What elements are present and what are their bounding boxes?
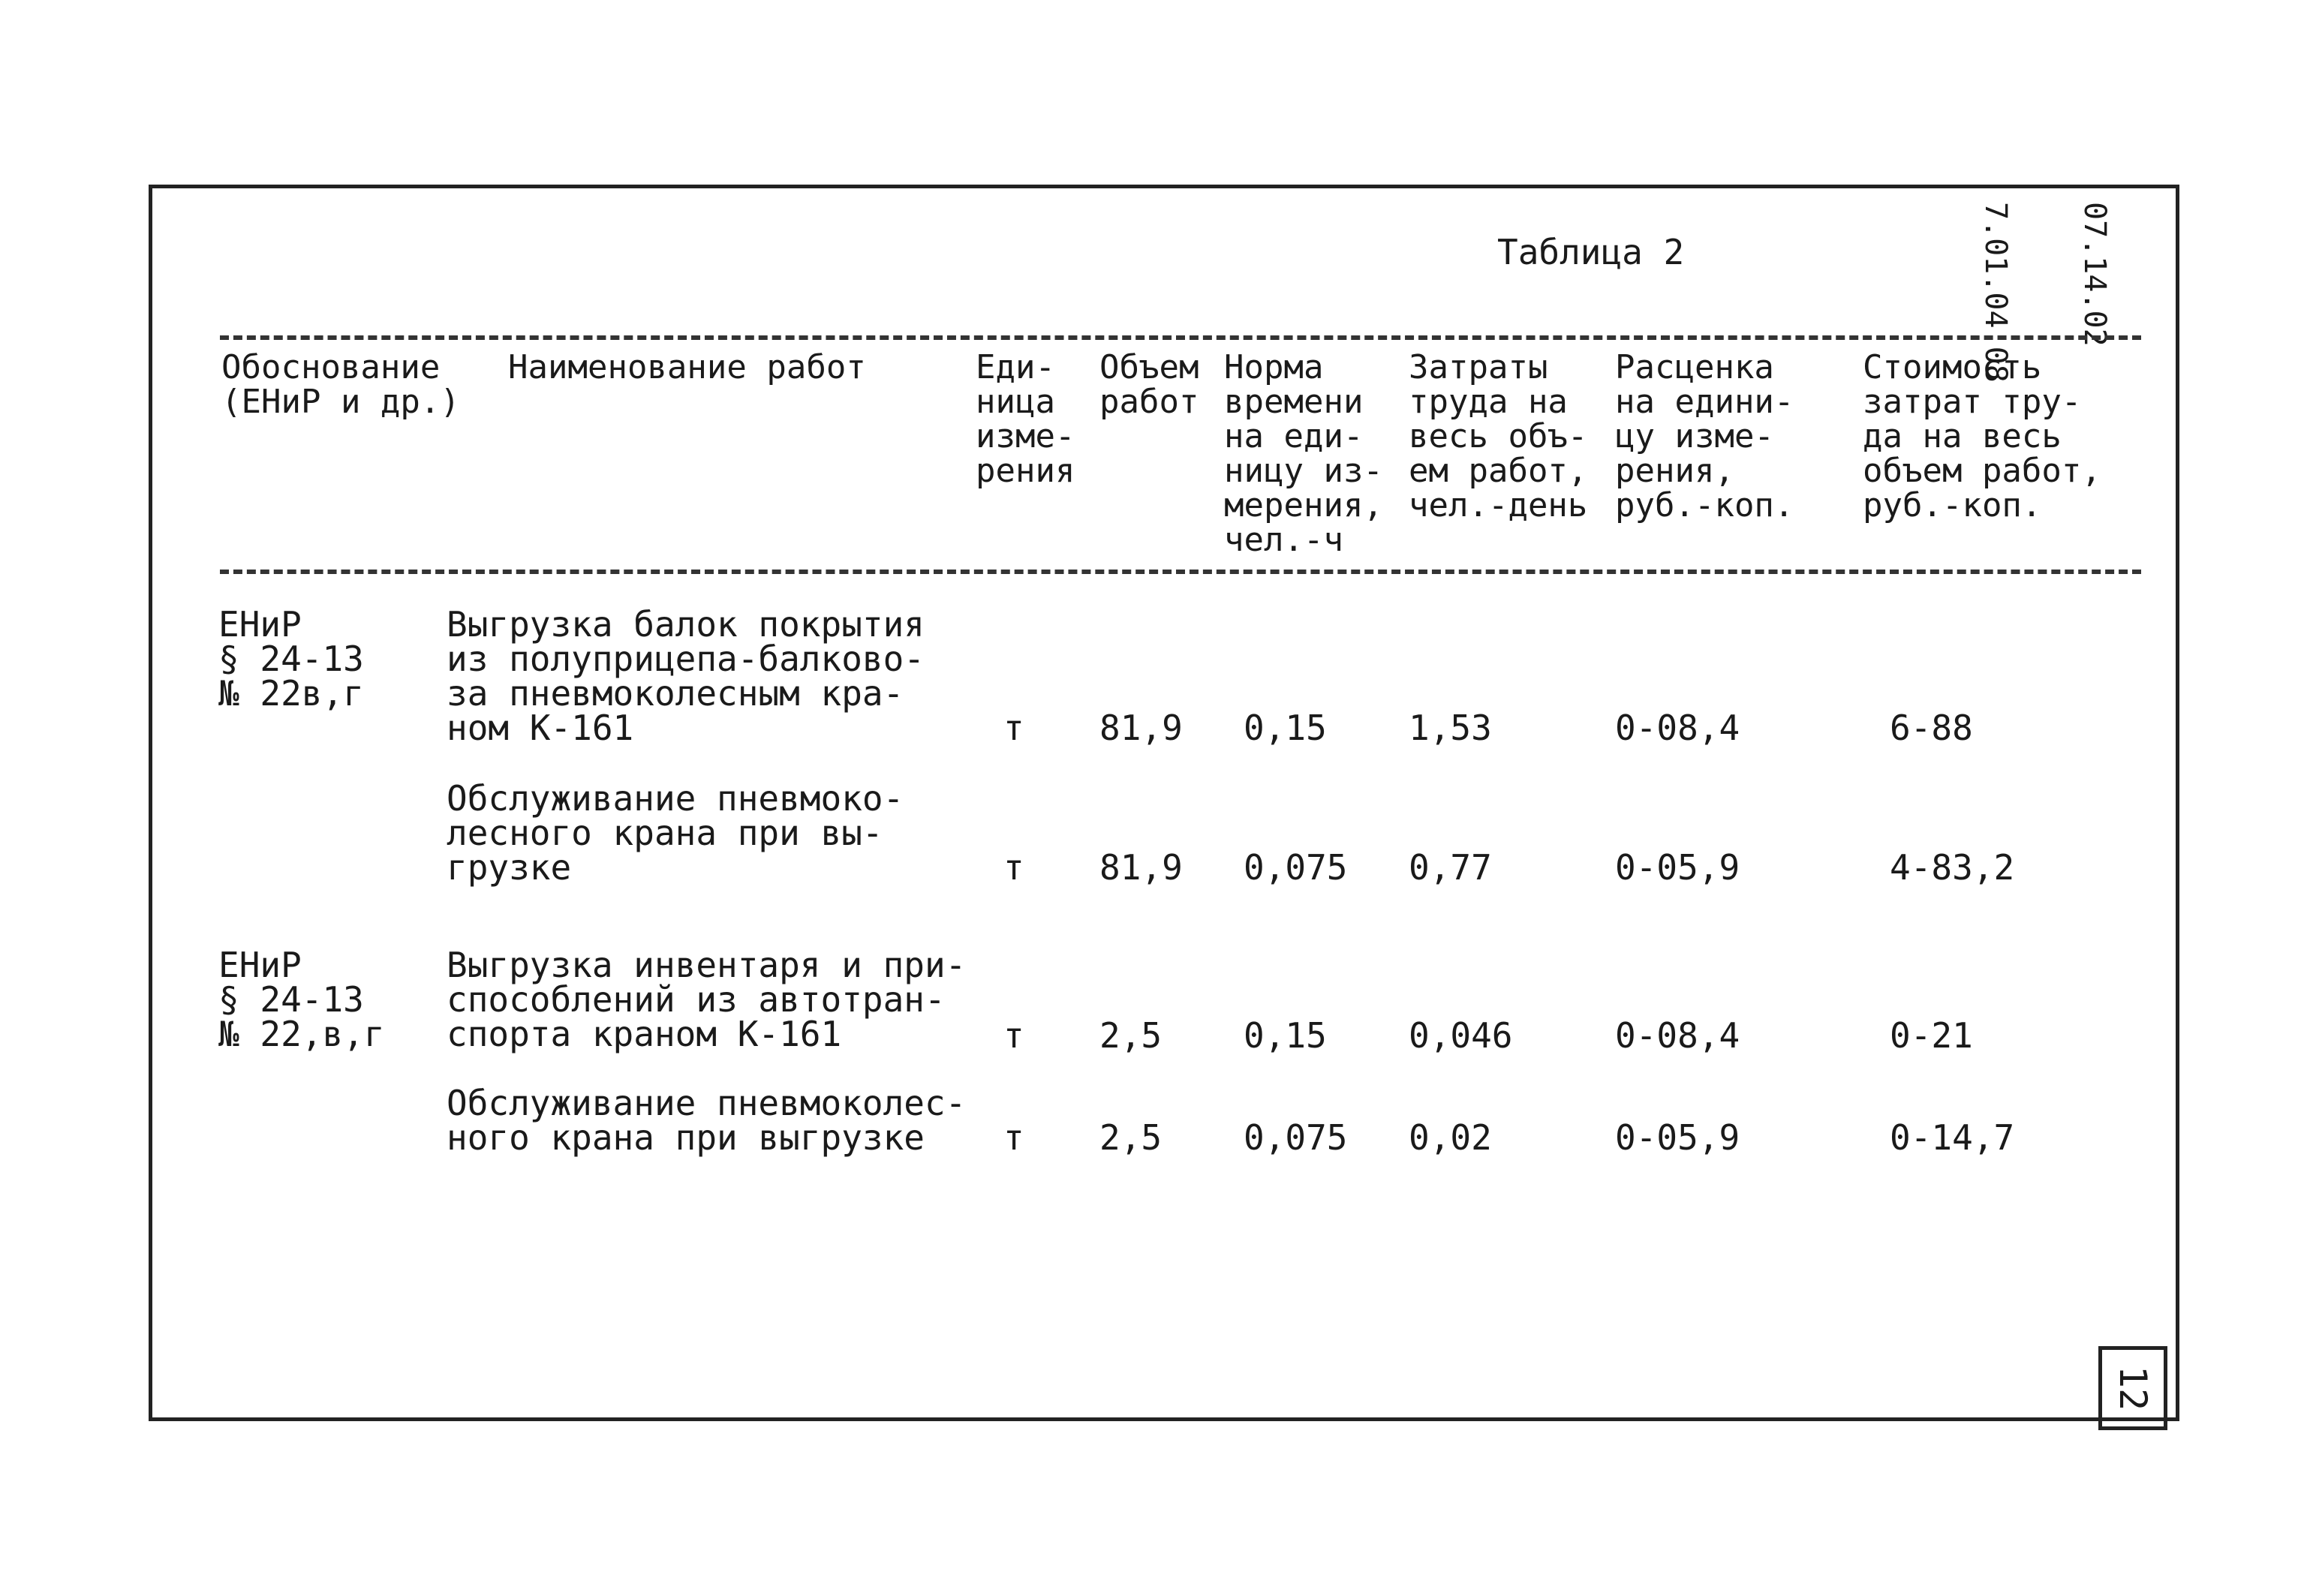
header-volume: Объем работ <box>1099 348 1199 421</box>
header-basis: Обоснование (ЕНиР и др.) <box>221 348 460 421</box>
row2-norm: 0,075 <box>1244 847 1348 888</box>
header-bottom-rule <box>220 570 2141 574</box>
row3-basis: ЕНиР § 24-13 № 22,в,г <box>218 945 385 1054</box>
row4-unit: т <box>1003 1117 1024 1158</box>
row4-norm: 0,075 <box>1244 1117 1348 1158</box>
row1-name: Выгрузка балок покрытия из полуприцепа-балково- за пневмоколесным кра- ном К-161 <box>447 604 925 748</box>
side-code-line-1: 07.14.02 <box>2077 202 2112 347</box>
row1-rate: 0-08,4 <box>1615 708 1740 748</box>
row3-rate: 0-08,4 <box>1615 1015 1740 1056</box>
header-unit: Еди- ница изме- рения <box>976 348 1075 490</box>
row1-unit: т <box>1003 708 1024 748</box>
row2-rate: 0-05,9 <box>1615 847 1740 888</box>
row2-volume: 81,9 <box>1099 847 1183 888</box>
row1-labor: 1,53 <box>1409 708 1492 748</box>
page-number-box <box>2098 1346 2167 1430</box>
row3-cost: 0-21 <box>1890 1015 1973 1056</box>
header-norm: Норма времени на еди- ницу из- мерения, чел.-ч <box>1224 348 1383 559</box>
side-code <box>1978 202 2177 383</box>
row4-volume: 2,5 <box>1099 1117 1163 1158</box>
header-work-name: Наименование работ <box>508 348 866 386</box>
row3-volume: 2,5 <box>1099 1015 1163 1056</box>
row1-basis: ЕНиР § 24-13 № 22в,г <box>218 604 364 714</box>
row3-labor: 0,046 <box>1409 1015 1513 1056</box>
row1-cost: 6-88 <box>1890 708 1973 748</box>
row2-labor: 0,77 <box>1409 847 1492 888</box>
header-cost: Стоимость затрат тру- да на весь объем работ, руб.-коп. <box>1863 348 2101 524</box>
row3-name: Выгрузка инвентаря и при- способлений из автотран- спорта краном К-161 <box>447 945 967 1054</box>
row3-unit: т <box>1003 1015 1024 1056</box>
row4-rate: 0-05,9 <box>1615 1117 1740 1158</box>
page-number: 12 <box>2111 1365 2155 1411</box>
row2-unit: т <box>1003 847 1024 888</box>
row4-name: Обслуживание пневмоколес- ного крана при выгрузке <box>447 1083 967 1158</box>
row4-labor: 0,02 <box>1409 1117 1492 1158</box>
header-top-rule <box>220 335 2141 340</box>
row1-volume: 81,9 <box>1099 708 1183 748</box>
side-code-line-2: 7.01.04.08 <box>1978 202 2013 383</box>
row3-norm: 0,15 <box>1244 1015 1327 1056</box>
row2-cost: 4-83,2 <box>1890 847 2015 888</box>
page-frame <box>149 185 2179 1421</box>
header-labor: Затраты труда на весь объ- ем работ, чел.-день <box>1409 348 1588 524</box>
table-title: Таблица 2 <box>1497 232 1685 272</box>
row4-cost: 0-14,7 <box>1890 1117 2015 1158</box>
row2-name: Обслуживание пневмоко- лесного крана при вы- грузке <box>447 778 904 888</box>
row1-norm: 0,15 <box>1244 708 1327 748</box>
header-rate: Расценка на едини- цу изме- рения, руб.-коп. <box>1615 348 1794 524</box>
